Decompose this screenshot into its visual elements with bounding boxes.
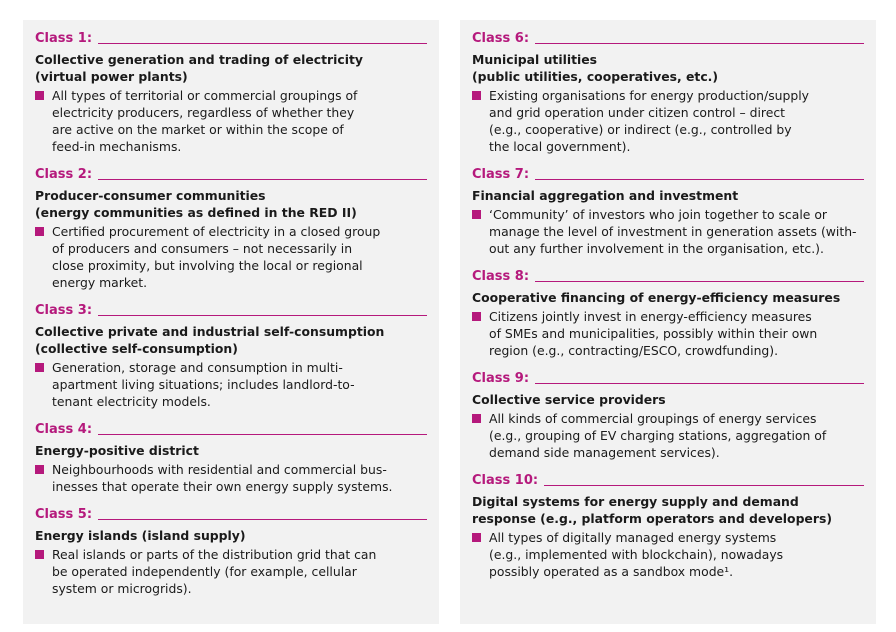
bullet-text-line: Certified procurement of electricity in a closed group [52,224,381,239]
class-title-line: Municipal utilities [472,52,598,67]
bullet-item [472,308,864,359]
bullet-text-line: close proximity, but involving the local or regional [52,258,363,273]
bullet-text-line: feed-in mechanisms. [52,139,182,154]
square-bullet-icon [472,533,481,542]
class-title-line: Financial aggregation and investment [472,188,739,203]
bullet-text [489,410,826,461]
square-bullet-icon [35,227,44,236]
bullet-text-line: region (e.g., contracting/ESCO, crowdfunding). [489,343,779,358]
class-divider-rule [98,43,427,44]
class-block [35,166,427,291]
class-label: Class 8: [472,269,530,284]
right-column-panel [460,20,876,624]
class-title [472,493,864,527]
bullet-text-line: demand side management services). [489,445,720,460]
class-header [35,506,427,522]
bullet-text-line: manage the level of investment in generation assets (with- [489,224,857,239]
bullet-item [35,461,427,495]
bullet-item [35,546,427,597]
class-title [35,442,427,459]
class-header [472,166,864,182]
square-bullet-icon [35,465,44,474]
bullet-text [52,223,380,291]
bullet-text-line: of producers and consumers – not necessarily in [52,241,353,256]
class-header [35,302,427,318]
class-title [472,289,864,306]
class-title-line: Collective service providers [472,392,666,407]
bullet-text-line: are active on the market or within the scope of [52,122,344,137]
bullet-text-line: out any further involvement in the organisation, etc.). [489,241,824,256]
class-label: Class 7: [472,167,530,182]
class-title-line: Collective generation and trading of electricity [35,52,363,67]
class-title [35,323,427,357]
bullet-item [35,223,427,291]
class-header [472,472,864,488]
class-divider-rule [535,383,864,384]
class-header [35,166,427,182]
bullet-item [35,87,427,155]
bullet-text-line: the local government). [489,139,631,154]
class-divider-rule [98,519,427,520]
class-title-line: (public utilities, cooperatives, etc.) [472,69,719,84]
class-header [35,30,427,46]
class-divider-rule [98,179,427,180]
class-title-line: Digital systems for energy supply and demand [472,494,799,509]
class-title [472,51,864,85]
bullet-item [472,87,864,155]
class-header [472,268,864,284]
bullet-item [472,410,864,461]
class-label: Class 2: [35,167,93,182]
class-divider-rule [98,315,427,316]
bullet-text-line: be operated independently (for example, cellular [52,564,357,579]
bullet-text [489,87,809,155]
class-title [35,527,427,544]
class-block [35,302,427,410]
class-divider-rule [544,485,864,486]
class-title-line: response (e.g., platform operators and developers) [472,511,832,526]
class-label: Class 1: [35,31,93,46]
bullet-text-line: Generation, storage and consumption in multi- [52,360,343,375]
square-bullet-icon [35,91,44,100]
bullet-text [52,359,355,410]
class-block [472,166,864,257]
bullet-text-line: inesses that operate their own energy supply systems. [52,479,393,494]
bullet-item [35,359,427,410]
class-title-line: Energy islands (island supply) [35,528,246,543]
class-label: Class 3: [35,303,93,318]
bullet-text-line: Neighbourhoods with residential and commercial bus- [52,462,387,477]
class-title [35,51,427,85]
bullet-text-line: and grid operation under citizen control – direct [489,105,786,120]
class-title [472,391,864,408]
class-title [472,187,864,204]
class-label: Class 9: [472,371,530,386]
bullet-text [52,461,393,495]
class-block [472,268,864,359]
bullet-text [489,308,817,359]
square-bullet-icon [472,312,481,321]
bullet-text-line: apartment living situations; includes landlord-to- [52,377,355,392]
class-label: Class 4: [35,422,93,437]
bullet-text-line: ‘Community’ of investors who join together to scale or [489,207,828,222]
bullet-text-line: possibly operated as a sandbox mode¹. [489,564,734,579]
bullet-text [489,529,783,580]
class-label: Class 5: [35,507,93,522]
class-divider-rule [535,281,864,282]
class-header [35,421,427,437]
class-block [472,472,864,580]
class-header [472,30,864,46]
bullet-text-line: (e.g., grouping of EV charging stations, aggregation of [489,428,827,443]
left-column-panel [23,20,439,624]
class-block [35,506,427,597]
class-title-line: Collective private and industrial self-consumption [35,324,385,339]
class-title-line: Cooperative financing of energy-efficiency measures [472,290,841,305]
bullet-text-line: tenant electricity models. [52,394,211,409]
class-block [472,370,864,461]
square-bullet-icon [472,210,481,219]
bullet-text-line: Real islands or parts of the distribution grid that can [52,547,377,562]
class-label: Class 6: [472,31,530,46]
bullet-text-line: Existing organisations for energy production/supply [489,88,810,103]
bullet-text [52,87,357,155]
bullet-text-line: of SMEs and municipalities, possibly within their own [489,326,818,341]
class-title-line: (energy communities as defined in the RED II) [35,205,357,220]
class-title [35,187,427,221]
class-divider-rule [535,179,864,180]
class-title-line: (collective self-consumption) [35,341,238,356]
class-block [35,421,427,495]
bullet-text-line: (e.g., implemented with blockchain), nowadays [489,547,784,562]
class-block [472,30,864,155]
bullet-item [472,529,864,580]
bullet-text [489,206,857,257]
class-block [35,30,427,155]
bullet-text-line: (e.g., cooperative) or indirect (e.g., controlled by [489,122,792,137]
bullet-text [52,546,376,597]
bullet-text-line: energy market. [52,275,148,290]
class-divider-rule [98,434,427,435]
class-title-line: Energy-positive district [35,443,199,458]
square-bullet-icon [472,91,481,100]
class-divider-rule [535,43,864,44]
class-title-line: Producer-consumer communities [35,188,266,203]
square-bullet-icon [35,550,44,559]
square-bullet-icon [35,363,44,372]
class-title-line: (virtual power plants) [35,69,188,84]
bullet-item [472,206,864,257]
square-bullet-icon [472,414,481,423]
bullet-text-line: All types of territorial or commercial groupings of [52,88,358,103]
bullet-text-line: All kinds of commercial groupings of energy services [489,411,817,426]
class-label: Class 10: [472,473,539,488]
bullet-text-line: All types of digitally managed energy systems [489,530,777,545]
class-header [472,370,864,386]
bullet-text-line: system or microgrids). [52,581,192,596]
bullet-text-line: Citizens jointly invest in energy-efficiency measures [489,309,812,324]
bullet-text-line: electricity producers, regardless of whether they [52,105,355,120]
